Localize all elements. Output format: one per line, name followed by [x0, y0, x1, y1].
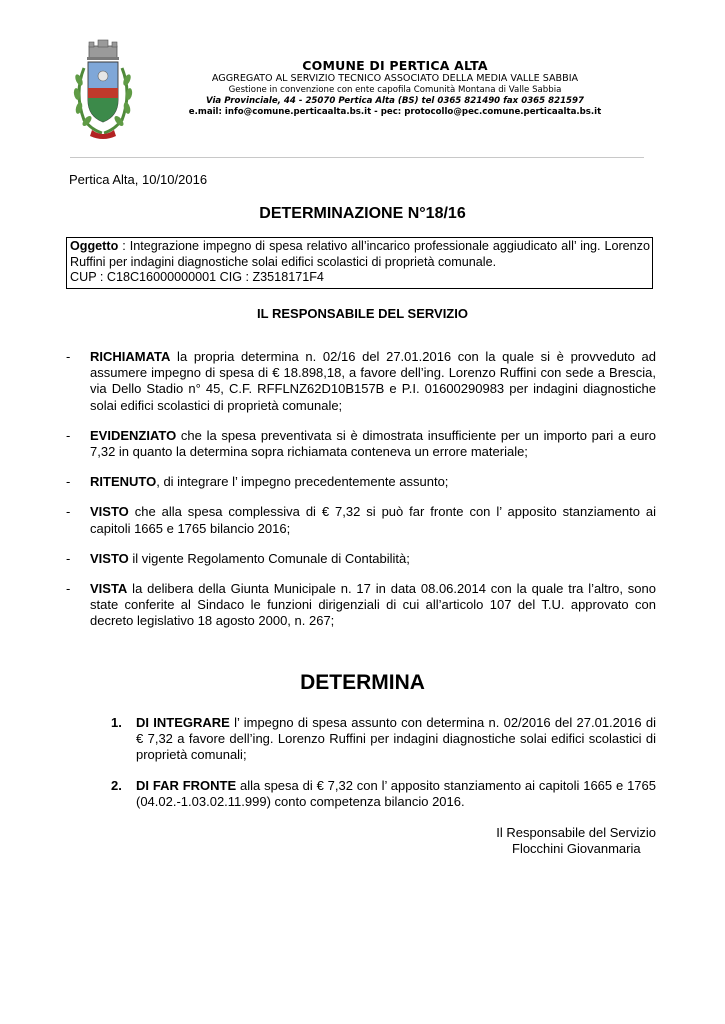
comune-name: COMUNE DI PERTICA ALTA [302, 58, 488, 73]
letterhead-email: e.mail: info@comune.perticaalta.bs.it - pec: protocollo@pec.comune.perticaalta.bs.it [188, 107, 602, 117]
premise-keyword: VISTO [90, 550, 129, 566]
signature-block [470, 825, 656, 857]
premise-text: che alla spesa complessiva di € 7,32 si può far fronte con l’ apposito stanziamento ai capitoli 1665 e 1765 bilancio 2016; [90, 504, 656, 536]
coat-of-arms-icon [70, 38, 136, 142]
document-date: Pertica Alta, 10/10/2016 [69, 172, 208, 187]
subject-label: Oggetto [70, 239, 119, 253]
premise-item [66, 428, 656, 460]
list-dash: - [66, 550, 71, 566]
determination-text: alla spesa di € 7,32 con l’ apposito stanziamento ai capitoli 1665 e 1765 (04.02.-1.03.02.11.999) conto competenza bilancio 2016. [136, 778, 656, 809]
premise-item [66, 581, 656, 630]
responsabile-heading: IL RESPONSABILE DEL SERVIZIO [257, 306, 468, 321]
item-number: 2. [111, 778, 122, 793]
letterhead-line-convention: Gestione in convenzione con ente capofila Comunità Montana di Valle Sabbia [228, 85, 562, 95]
premise-keyword: RITENUTO [90, 474, 157, 490]
list-dash: - [66, 349, 71, 364]
premise-item [66, 474, 656, 490]
list-dash: - [66, 504, 71, 520]
determination-keyword: DI FAR FRONTE [136, 778, 237, 793]
list-dash: - [66, 581, 71, 597]
cup-cig-codes: CUP : C18C16000000001 CIG : Z3518171F4 [70, 270, 324, 284]
premise-item [66, 349, 656, 414]
determination-text: l’ impegno di spesa assunto con determina n. 02/2016 del 27.01.2016 di € 7,32 a favore dell’ing. Lorenzo Ruffini per indagini diagnostiche solai edifici scolastici di proprietà comunali; [136, 715, 656, 762]
signatory-role: Il Responsabile del Servizio [496, 825, 656, 840]
determination-item [111, 715, 656, 763]
determination-keyword: DI INTEGRARE [136, 715, 230, 730]
premise-keyword: VISTO [90, 504, 129, 520]
header-divider [70, 157, 644, 158]
premise-keyword: VISTA [90, 581, 128, 597]
determination-item [111, 778, 656, 810]
signatory-name: Flocchini Giovanmaria [512, 841, 641, 856]
determina-heading: DETERMINA [300, 671, 425, 694]
list-dash: - [66, 474, 71, 490]
premise-text: che la spesa preventivata si è dimostrata insufficiente per un importo pari a euro 7,32 in quanto la determina sopra richiamata conteneva un errore materiale; [90, 427, 656, 460]
determination-list [111, 715, 656, 810]
premise-item [66, 504, 656, 536]
municipal-crest [70, 38, 136, 142]
item-number: 1. [111, 715, 122, 730]
premise-keyword: EVIDENZIATO [90, 427, 177, 443]
letterhead [150, 58, 640, 118]
premise-text: , di integrare l’ impegno precedentemente assunto; [156, 474, 449, 490]
premise-text: la delibera della Giunta Municipale n. 17 in data 08.06.2014 con la quale tra l’altro, sono state conferite al Sindaco le funzioni dirigenziali di cui all’articolo 107 del T.U. approvato con decreto legislativo 18 agosto 2000, n. 267; [90, 581, 656, 629]
letterhead-address: Via Provinciale, 44 - 25070 Pertica Alta (BS) tel 0365 821490 fax 0365 821597 [205, 96, 584, 106]
document-title: DETERMINAZIONE N°18/16 [259, 205, 466, 222]
premises-list [66, 349, 656, 630]
premise-text: il vigente Regolamento Comunale di Contabilità; [128, 550, 410, 566]
premise-text: la propria determina n. 02/16 del 27.01.2016 con la quale si è provveduto ad assumere impegno di spesa di € 18.898,18, a favore dell’ing. Lorenzo Ruffini con sede a Brescia, via Dello Stadio n° 45, C.F. RFFLNZ62D10B157B e P.I. 01600290983 per indagini diagnostiche solai edifici scolastici di proprietà comunale; [90, 349, 656, 413]
premise-keyword: RICHIAMATA [90, 349, 171, 364]
letterhead-line-service: AGGREGATO AL SERVIZIO TECNICO ASSOCIATO DELLA MEDIA VALLE SABBIA [211, 73, 579, 84]
premise-item [66, 551, 656, 567]
subject-text: : Integrazione impegno di spesa relativo all’incarico professionale aggiudicato all’ ing. Lorenzo Ruffini per indagini diagnostiche solai edifici scolastici di proprietà comunale. [70, 239, 650, 269]
subject-box [66, 237, 653, 289]
list-dash: - [66, 427, 71, 443]
